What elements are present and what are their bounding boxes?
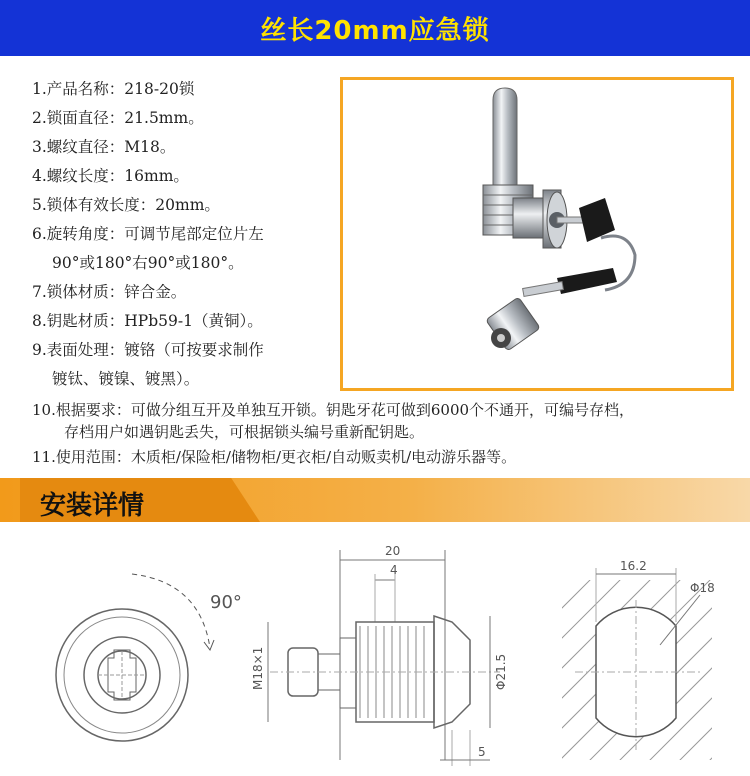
dim-thread: M18×1 [251,646,265,690]
side-view [251,544,508,766]
page-title: 丝长20mm应急锁 [260,16,490,46]
dim-cutout-dia: Φ18 [690,581,715,595]
spec-item: 10.根据要求：可做分组互开及单独互开锁。钥匙牙花可做到6000个不通开，可编号存档， [32,401,635,419]
tubular-key [486,297,541,351]
installation-drawing [0,530,750,776]
spec-item: 90°或180°右90°或180°。 [52,254,244,272]
angle-label: 90° [210,592,242,613]
dim-small: 4 [390,563,398,577]
title-banner [0,0,750,56]
spec-item: 9.表面处理：镀铬（可按要求制作 [32,341,264,359]
dim-cutout-width: 16.2 [620,559,647,573]
spec-item: 镀钛、镀镍、镀黑）。 [52,370,200,388]
spec-item: 2.锁面直径：21.5mm。 [32,109,204,127]
spec-item: 3.螺纹直径：M18。 [32,138,176,156]
spec-item: 7.锁体材质：锌合金。 [32,283,187,301]
spec-item: 8.钥匙材质：HPb59-1（黄铜）。 [32,312,263,330]
dim-bottom: 5 [478,745,486,759]
lock-body [483,185,567,248]
spec-item: 6.旋转角度：可调节尾部定位片左 [32,225,264,243]
product-photo [340,77,734,391]
dim-length: 20 [385,544,401,558]
spec-item: 11.使用范围：木质柜/保险柜/储物柜/更衣柜/自动贩卖机/电动游乐器等。 [32,448,517,466]
spec-item: 4.螺纹长度：16mm。 [32,167,189,185]
spec-item: 5.锁体有效长度：20mm。 [32,196,220,214]
spec-item: 1.产品名称：218-20锁 [32,80,195,98]
cutout-view [560,559,720,770]
cam-lock-illustration [343,80,731,388]
section-title: 安装详情 [40,491,145,521]
dim-face: Φ21.5 [494,653,508,690]
section-header [0,478,750,522]
spec-item: 存档用户如遇钥匙丢失，可根据锁头编号重新配钥匙。 [64,423,425,441]
front-view [56,574,242,741]
